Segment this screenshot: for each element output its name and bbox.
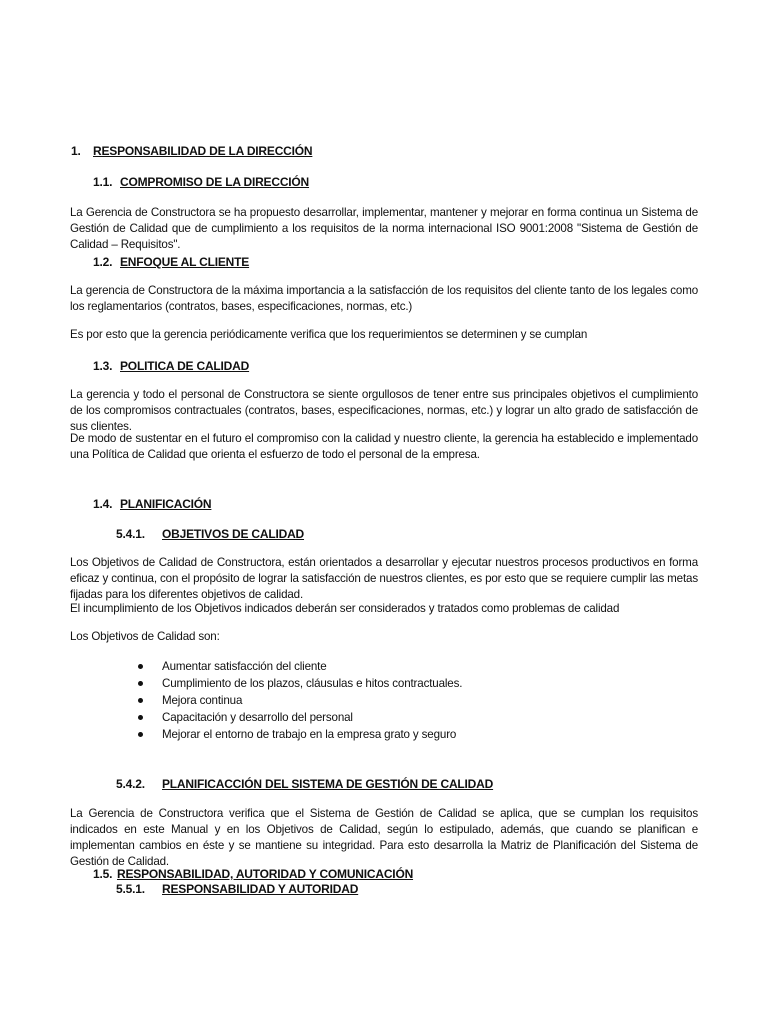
paragraph-verifica: Es por esto que la gerencia periódicamente verifica que los requerimientos se determinen y se cumplan [70,328,588,341]
heading-1-1 [93,175,309,189]
paragraph-enfoque: La gerencia de Constructora de la máxima importancia a la satisfacción de los requisitos del cliente tanto de los legales como los reglamentarios (contratos, bases, especificaciones, normas, etc.) [70,284,698,313]
heading-number: 5.5.1. [116,882,145,896]
heading-1-5 [93,867,413,881]
list-item: Capacitación y desarrollo del personal [138,709,462,726]
paragraph-objetivos: Los Objetivos de Calidad de Constructora, están orientados a desarrollar y ejecutar nuestros procesos productivos en forma eficaz y continua, con el propósito de lograr la satisfacción de nuestros clientes, es por esto que se requiere cumplir las metas fijadas para los diferentes objetivos de calidad. [70,556,698,601]
list-item: Mejorar el entorno de trabajo en la empresa grato y seguro [138,726,462,743]
heading-5-5-1 [116,882,358,896]
bullet-icon [138,698,143,703]
heading-1-3 [93,359,249,373]
heading-number: 5.4.1. [116,527,145,541]
bullet-icon [138,664,143,669]
heading-title: OBJETIVOS DE CALIDAD [162,527,305,541]
bullet-icon [138,681,143,686]
heading-number: 1.4. [93,497,113,511]
paragraph-sustentar: De modo de sustentar en el futuro el compromiso con la calidad y nuestro cliente, la gerencia ha establecido e implementado una Política de Calidad que orienta el esfuerzo de todo el personal de la empresa. [70,432,698,461]
heading-5-4-2 [116,777,493,791]
heading-title: ENFOQUE AL CLIENTE [120,255,250,269]
heading-number: 1.3. [93,359,113,373]
heading-1 [71,144,312,158]
objectives-list [138,658,462,743]
paragraph-compromiso: La Gerencia de Constructora se ha propuesto desarrollar, implementar, mantener y mejorar en forma continua un Sistema de Gestión de Calidad que de cumplimiento a los requisitos de la norma internacional ISO 9001:2008 "Sistema de Gestión de Calidad – Requisitos". [70,206,698,251]
heading-number: 1.2. [93,255,113,269]
heading-title: PLANIFICACIÓN [120,497,212,511]
heading-title: PLANIFICACCIÓN DEL SISTEMA DE GESTIÓN DE CALIDAD [162,777,494,791]
heading-number: 5.4.2. [116,777,145,791]
heading-title: COMPROMISO DE LA DIRECCIÓN [120,175,310,189]
heading-number: 1.1. [93,175,113,189]
list-item: Cumplimiento de los plazos, cláusulas e hitos contractuales. [138,675,462,692]
heading-title: RESPONSABILIDAD DE LA DIRECCIÓN [93,144,313,158]
heading-title: POLITICA DE CALIDAD [120,359,250,373]
paragraph-objetivos-son: Los Objetivos de Calidad son: [70,630,220,643]
heading-number: 1. [71,144,81,158]
list-item: Mejora continua [138,692,462,709]
heading-1-4 [93,497,211,511]
heading-title: RESPONSABILIDAD, AUTORIDAD Y COMUNICACIÓN [117,867,414,881]
bullet-icon [138,715,143,720]
heading-number: 1.5. [93,867,113,881]
heading-5-4-1 [116,527,304,541]
paragraph-planificacion: La Gerencia de Constructora verifica que el Sistema de Gestión de Calidad se aplica, que se cumplan los requisitos indicados en este Manual y en los Objetivos de Calidad, según lo estipulado, además, que cuando se planifican e implementan cambios en éste y se mantiene su integridad. Para esto desarrolla la Matriz de Planificación del Sistema de Gestión de Calidad. [70,807,698,868]
list-item: Aumentar satisfacción del cliente [138,658,462,675]
heading-1-2 [93,255,249,269]
paragraph-incumplimiento: El incumplimiento de los Objetivos indicados deberán ser considerados y tratados como problemas de calidad [70,602,620,615]
bullet-icon [138,732,143,737]
paragraph-politica: La gerencia y todo el personal de Constructora se siente orgullosos de tener entre sus principales objetivos el cumplimiento de los compromisos contractuales (contratos, bases, especificaciones, normas, etc.) y lograr un alto grado de satisfacción de sus clientes. [70,388,698,433]
heading-title: RESPONSABILIDAD Y AUTORIDAD [162,882,359,896]
